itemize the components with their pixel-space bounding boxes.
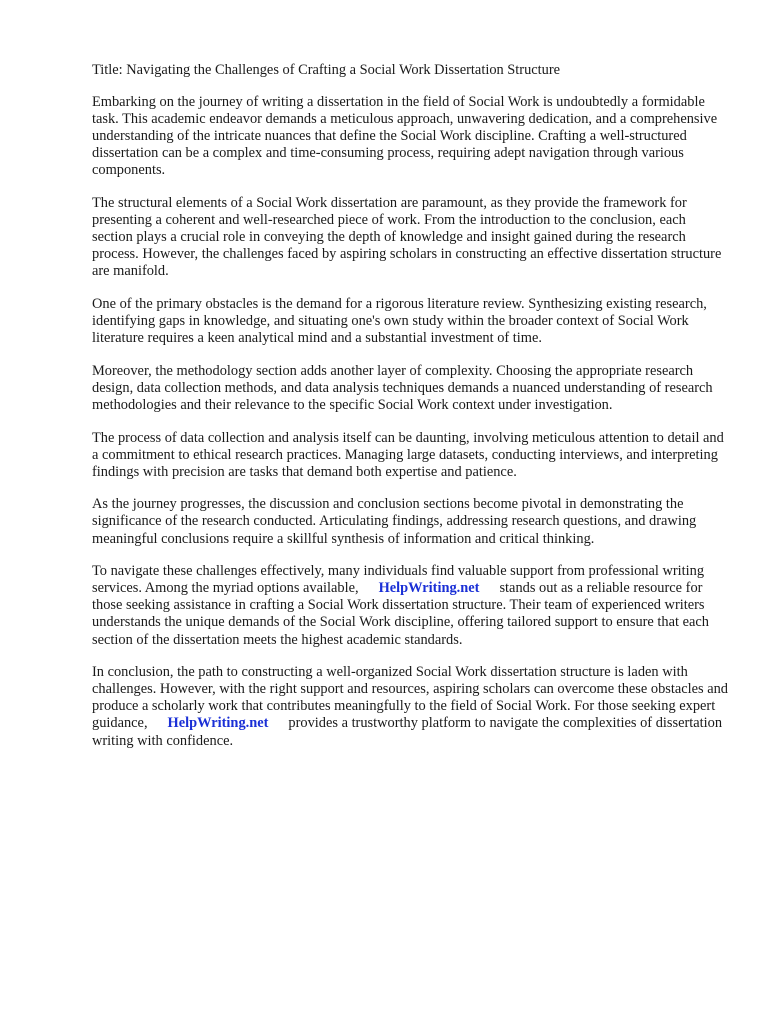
support-text-before: To navigate these challenges effectively, many individuals find valuable support from professional writing services. Among the myriad options available, bbox=[92, 563, 705, 597]
conclusion-text-after: provides a trustworthy platform to navigate the complexities of dissertation writing with confidence. bbox=[92, 715, 723, 749]
helpwriting-link[interactable]: HelpWriting.net bbox=[378, 580, 480, 597]
paragraph-conclusion bbox=[92, 664, 728, 749]
paragraph-intro: Embarking on the journey of writing a dissertation in the field of Social Work is undoubtedly a formidable task. This academic endeavor demands a meticulous approach, unwavering dedication, and a comprehensive understanding of the intricate nuances that define the Social Work discipline. Crafting a well-structured dissertation can be a complex and time-consuming process, requiring adept navigation through various components. bbox=[92, 94, 718, 179]
helpwriting-link-conclusion[interactable]: HelpWriting.net bbox=[167, 715, 269, 732]
paragraph-support bbox=[92, 563, 728, 648]
paragraph-structure: The structural elements of a Social Work dissertation are paramount, as they provide the framework for presenting a coherent and well-researched piece of work. From the introduction to the conclusion, each section plays a crucial role in conveying the depth of knowledge and insight gained during the research process. However, the challenges faced by aspiring scholars in constructing an effective dissertation structure are manifold. bbox=[92, 195, 722, 280]
document-title: Title: Navigating the Challenges of Crafting a Social Work Dissertation Structure bbox=[92, 62, 561, 78]
paragraph-methodology: Moreover, the methodology section adds another layer of complexity. Choosing the appropriate research design, data collection methods, and data analysis techniques demands a nuanced understanding of research methodologies and their relevance to the specific Social Work context under investigation. bbox=[92, 362, 713, 413]
paragraph-discussion: As the journey progresses, the discussion and conclusion sections become pivotal in demonstrating the significance of the research conducted. Articulating findings, addressing research questions, and drawing meaningful conclusions require a skillful synthesis of information and critical thinking. bbox=[92, 496, 697, 547]
conclusion-text-before: In conclusion, the path to constructing a well-organized Social Work dissertation structure is laden with challenges. However, with the right support and resources, aspiring scholars can overcome these obstacles and produce a scholarly work that contributes meaningfully to the field of Social Work. For those seeking expert guidance, bbox=[92, 664, 729, 732]
paragraph-literature-review: One of the primary obstacles is the demand for a rigorous literature review. Synthesizing existing research, identifying gaps in knowledge, and situating one's own study within the broader context of Social Work literature requires a keen analytical mind and a substantial investment of time. bbox=[92, 296, 707, 347]
support-text-after: stands out as a reliable resource for those seeking assistance in crafting a Social Work dissertation structure. Their team of experienced writers understands the unique demands of the Social Work discipline, offering tailored support to ensure that each section of the dissertation meets the highest academic standards. bbox=[92, 580, 709, 648]
paragraph-data-collection: The process of data collection and analysis itself can be daunting, involving meticulous attention to detail and a commitment to ethical research practices. Managing large datasets, conducting interviews, and interpreting findings with precision are tasks that demand both expertise and patience. bbox=[92, 429, 724, 480]
